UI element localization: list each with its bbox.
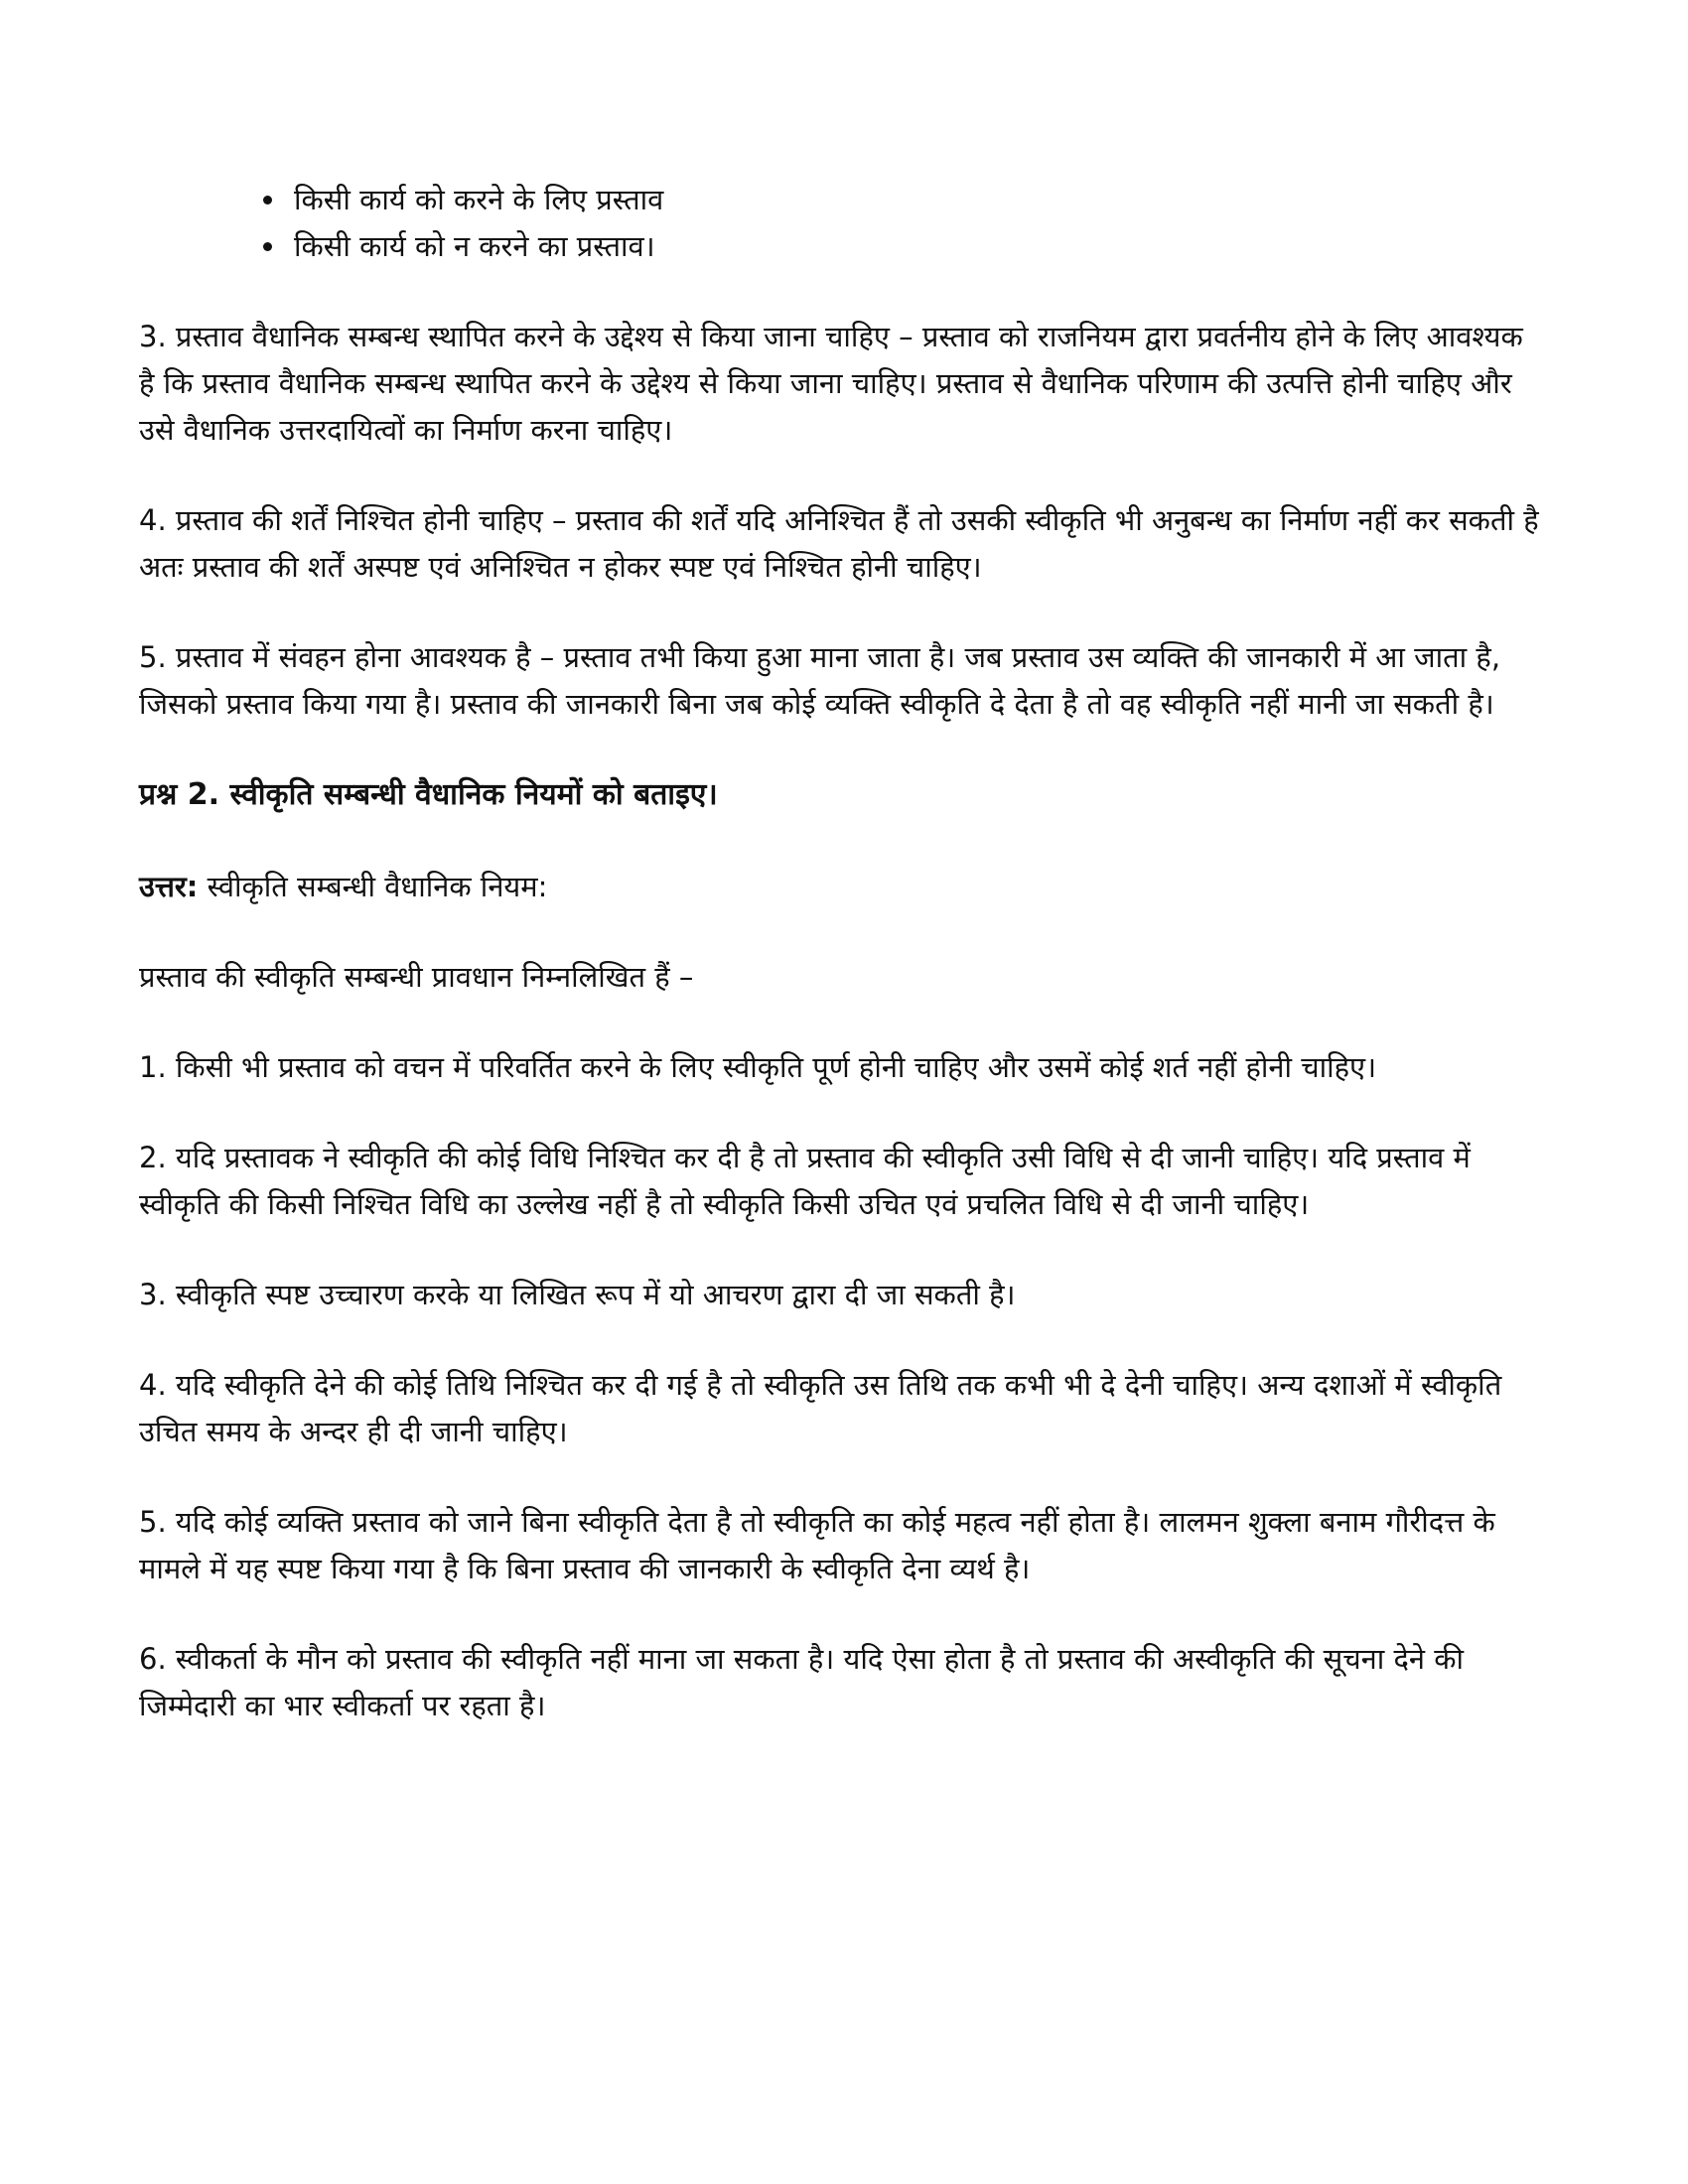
answer-line bbox=[139, 864, 1544, 910]
question-heading: प्रश्न 2. स्वीकृति सम्बन्धी वैधानिक नियमों को बताइए। bbox=[139, 777, 718, 812]
acceptance-rule-2: 2. यदि प्रस्तावक ने स्वीकृति की कोई विधि निश्चित कर दी है तो प्रस्ताव की स्वीकृति उसी विधि से दी जानी चाहिए। यदि प्रस्ताव में स्वीकृति की किसी निश्चित विधि का उल्लेख नहीं है तो स्वीकृति किसी उचित एवं प्रचलित विधि से दी जानी चाहिए। bbox=[139, 1141, 1471, 1221]
acceptance-rule-4: 4. यदि स्वीकृति देने की कोई तिथि निश्चित कर दी गई है तो स्वीकृति उस तिथि तक कभी भी दे देनी चाहिए। अन्य दशाओं में स्वीकृति उचित समय के अन्दर ही दी जानी चाहिए। bbox=[139, 1368, 1502, 1448]
paragraph-rule-4: 4. प्रस्ताव की शर्तें निश्चित होनी चाहिए – प्रस्ताव की शर्तें यदि अनिश्चित हैं तो उसकी स्वीकृति भी अनुबन्ध का निर्माण नहीं कर सकती है अतः प्रस्ताव की शर्तें अस्पष्ट एवं अनिश्चित न होकर स्पष्ट एवं निश्चित होनी चाहिए। bbox=[139, 503, 1539, 584]
answer-text: स्वीकृति सम्बन्धी वैधानिक नियम: bbox=[198, 870, 548, 903]
acceptance-rule-1: 1. किसी भी प्रस्ताव को वचन में परिवर्तित करने के लिए स्वीकृति पूर्ण होनी चाहिए और उसमें कोई शर्त नहीं होनी चाहिए। bbox=[139, 1050, 1377, 1084]
document-body bbox=[139, 177, 1544, 1729]
rules-intro: प्रस्ताव की स्वीकृति सम्बन्धी प्रावधान निम्नलिखित हैं – bbox=[139, 960, 694, 994]
acceptance-rule-5: 5. यदि कोई व्यक्ति प्रस्ताव को जाने बिना स्वीकृति देता है तो स्वीकृति का कोई महत्व नहीं होता है। लालमन शुक्ला बनाम गौरीदत्त के मामले में यह स्पष्ट किया गया है कि बिना प्रस्ताव की जानकारी के स्वीकृति देना व्यर्थ है। bbox=[139, 1505, 1495, 1585]
list-item: • किसी कार्य को न करने का प्रस्ताव। bbox=[288, 223, 1544, 270]
answer-label: उत्तर: bbox=[139, 870, 199, 903]
acceptance-rule-6: 6. स्वीकर्ता के मौन को प्रस्ताव की स्वीकृति नहीं माना जा सकता है। यदि ऐसा होता है तो प्रस्ताव की अस्वीकृति की सूचना देने की जिम्मेदारी का भार स्वीकर्ता पर रहता है। bbox=[139, 1642, 1464, 1722]
list-item: • किसी कार्य को करने के लिए प्रस्ताव bbox=[288, 177, 1544, 223]
paragraph-rule-3: 3. प्रस्ताव वैधानिक सम्बन्ध स्थापित करने के उद्देश्य से किया जाना चाहिए – प्रस्ताव को राजनियम द्वारा प्रवर्तनीय होने के लिए आवश्यक है कि प्रस्ताव वैधानिक सम्बन्ध स्थापित करने के उद्देश्य से किया जाना चाहिए। प्रस्ताव से वैधानिक परिणाम की उत्पत्ति होनी चाहिए और उसे वैधानिक उत्तरदायित्वों का निर्माण करना चाहिए। bbox=[139, 320, 1523, 447]
paragraph-rule-5: 5. प्रस्ताव में संवहन होना आवश्यक है – प्रस्ताव तभी किया हुआ माना जाता है। जब प्रस्ताव उस व्यक्ति की जानकारी में आ जाता है, जिसको प्रस्ताव किया गया है। प्रस्ताव की जानकारी बिना जब कोई व्यक्ति स्वीकृति दे देता है तो वह स्वीकृति नहीं मानी जा सकती है। bbox=[139, 640, 1501, 721]
acceptance-rule-3: 3. स्वीकृति स्पष्ट उच्चारण करके या लिखित रूप में यो आचरण द्वारा दी जा सकती है। bbox=[139, 1278, 1016, 1311]
proposal-type-list bbox=[139, 177, 1544, 270]
